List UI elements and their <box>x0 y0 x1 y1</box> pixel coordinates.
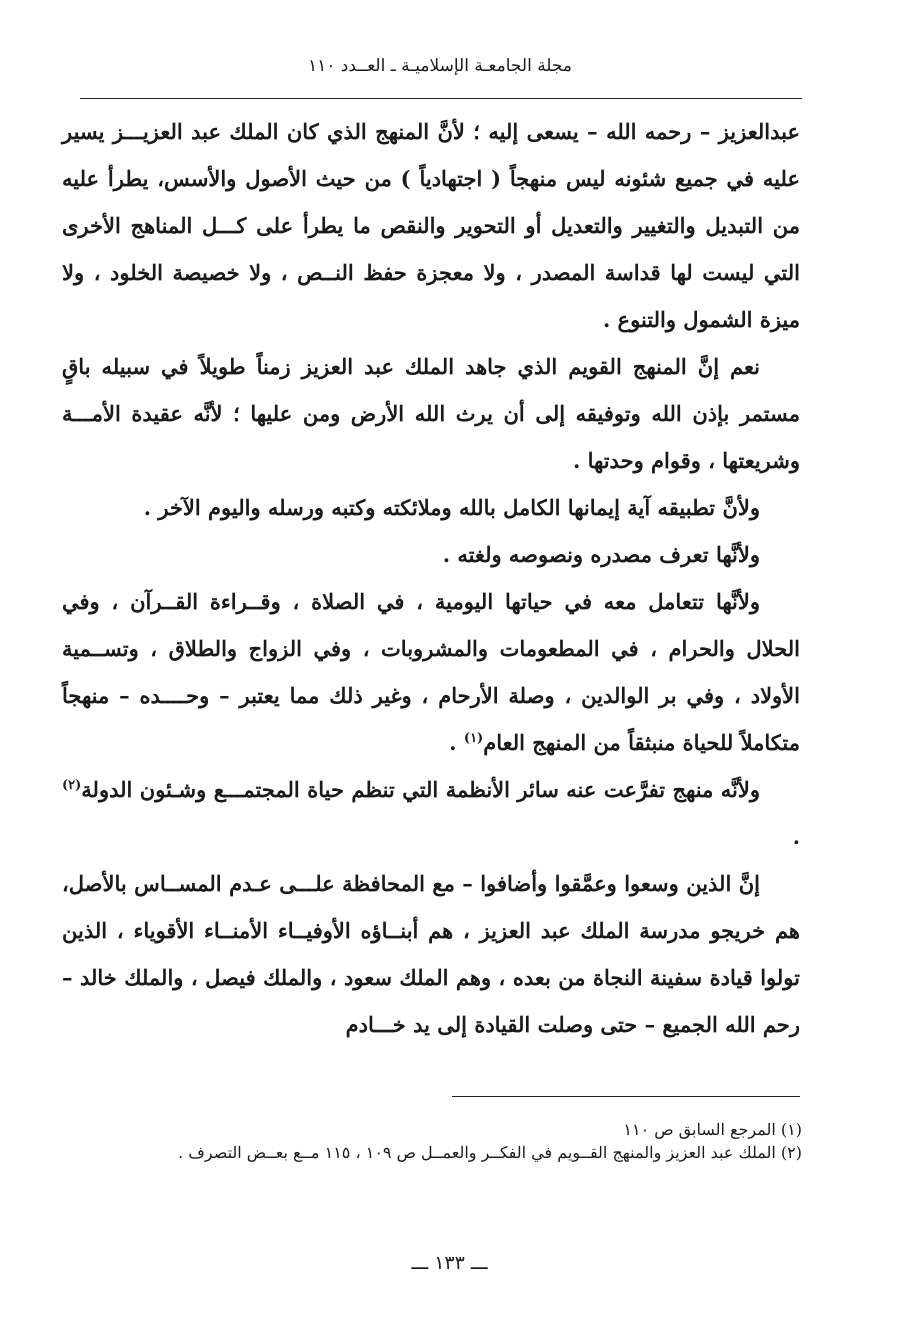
paragraph-text: ولأنَّ تطبيقه آية إيمانها الكامل بالله وملائكته وكتبه ورسله واليوم الآخر . <box>143 495 760 520</box>
paragraph <box>62 531 800 578</box>
footnote: (١) المرجع السابق ص ١١٠ <box>623 1120 802 1139</box>
paragraph <box>62 108 800 343</box>
running-header: مجلة الجامعـة الإسلاميـة ـ العــدد ١١٠ <box>307 56 573 76</box>
footnote: (٢) الملك عبد العزيز والمنهج القــويم في الفكــر والعمــل ص ١٠٩ ، ١١٥ مــع بعــض التصرف . <box>178 1143 802 1162</box>
paragraph-text: نعم إنَّ المنهج القويم الذي جاهد الملك عبد العزيز زمناً طويلاً في سبيله باقٍ مستمر بإذن الله وتوفيقه إلى أن يرث الله الأرض ومن عليها ؛ لأنَّه عقيدة الأمـــة وشريعتها ، وقوام وحدتها . <box>62 354 800 473</box>
paragraph <box>62 343 800 484</box>
page-number: ـــ ١٣٣ ـــ <box>411 1252 488 1274</box>
paragraph-end: . <box>449 730 464 755</box>
paragraph <box>62 860 800 1048</box>
paragraph-end: . <box>792 824 800 849</box>
paragraph-text: ولأنَّها تتعامل معه في حياتها اليومية ، في الصلاة ، وقــراءة القــرآن ، وفي الحلال والحرام ، في المطعومات والمشروبات ، وفي الزواج والطلاق ، وتســمية الأولاد ، وفي بر الوالدين ، وصلة الأرحام ، وغير ذلك مما يعتبر – وحــــده – منهجاً متكاملاً للحياة منبثقاً من المنهج العام <box>62 589 800 755</box>
paragraph-text: إنَّ الذين وسعوا وعمَّقوا وأضافوا – مع المحافظة علـــى عـدم المســاس بالأصل، هم خريجو مدرسة الملك عبد العزيز ، هم أبنــاؤه الأوفيــاء الأمنــاء الأقوياء ، الذين تولوا قيادة سفينة النجاة من بعده ، وهم الملك سعود ، والملك فيصل ، والملك خالد – رحم الله الجميع – حتى وصلت القيادة إلى يد خـــادم <box>62 871 800 1037</box>
paragraph-text: ولأنَّها تعرف مصدره ونصوصه ولغته . <box>442 542 760 567</box>
footnote-divider <box>452 1096 800 1097</box>
footnote-reference[interactable]: (٢) <box>62 778 82 793</box>
paragraph <box>62 766 800 860</box>
paragraph <box>62 484 800 531</box>
footnotes <box>58 1118 802 1164</box>
paragraph-text: ولأنَّه منهج تفرَّعت عنه سائر الأنظمة التي تنظم حياة المجتمـــع وشـئون الدولة <box>81 777 760 802</box>
paragraph-text: عبدالعزيز – رحمه الله – يسعى إليه ؛ لأنَّ المنهج الذي كان الملك عبد العزيـــز يسير عليه في جميع شئونه ليس منهجاً ( اجتهادياً ) من حيث الأصول والأسس، يطرأ عليه من التبديل والتغيير والتعديل أو التحوير والنقص ما يطرأ على كـــل المناهج الأخرى التي ليست لها قداسة المصدر ، ولا معجزة حفظ النــص ، ولا خصيصة الخلود ، ولا ميزة الشمول والتنوع . <box>62 119 800 332</box>
paragraph <box>62 578 800 766</box>
main-text <box>62 108 800 1048</box>
header-divider <box>80 98 802 99</box>
footnote-reference[interactable]: (١) <box>463 731 484 746</box>
